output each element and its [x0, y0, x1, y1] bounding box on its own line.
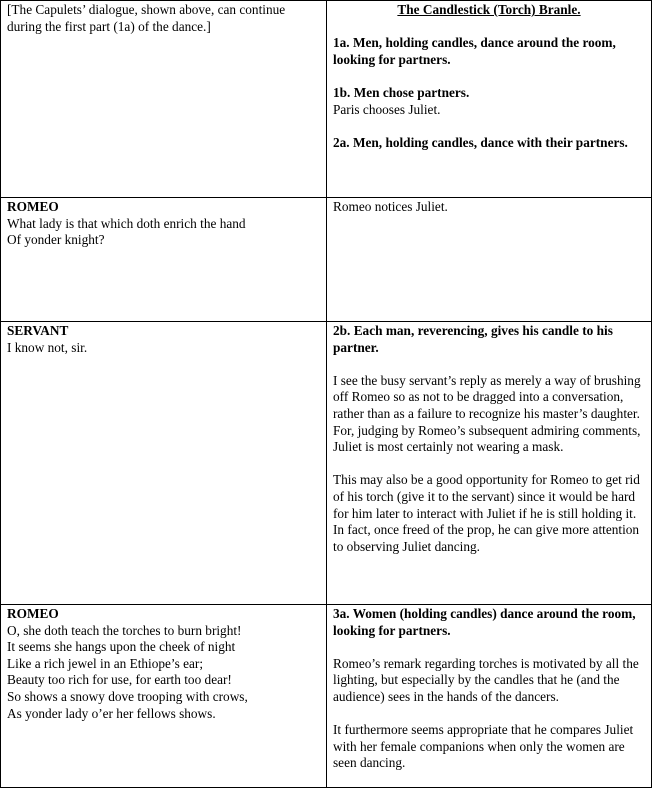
- dialogue-line: What lady is that which doth enrich the hand: [7, 215, 246, 231]
- step-1a: 1a. Men, holding candles, dance around the room, looking for partners.: [333, 35, 616, 67]
- commentary-cell: [327, 198, 652, 322]
- note-1b: Paris chooses Juliet.: [333, 101, 441, 117]
- commentary-cell: [327, 1, 652, 198]
- commentary-paragraph: It furthermore seems appropriate that he compares Juliet with her female companions when only the women are seen dancing.: [333, 722, 634, 771]
- table-row: [1, 322, 652, 605]
- dance-title: The Candlestick (Torch) Branle.: [397, 2, 581, 17]
- step-2b: 2b. Each man, reverencing, gives his candle to his partner.: [333, 323, 613, 355]
- dialogue-line: O, she doth teach the torches to burn bright!: [7, 622, 242, 638]
- speaker-name: ROMEO: [7, 199, 59, 214]
- dialogue-cell: [1, 605, 327, 788]
- dialogue-line: It seems she hangs upon the cheek of night: [7, 639, 236, 655]
- commentary-paragraph: I see the busy servant’s reply as merely a way of brushing off Romeo so as not to be dragged into a conversation, rather than as a failure to recognize his master’s daughter.: [333, 372, 641, 421]
- dialogue-cell: [1, 1, 327, 198]
- dialogue-cell: [1, 198, 327, 322]
- dialogue-cell: [1, 322, 327, 605]
- speaker-name: SERVANT: [7, 323, 69, 338]
- table-row: [1, 1, 652, 198]
- dialogue-line: As yonder lady o’er her fellows shows.: [7, 705, 216, 721]
- table-row: [1, 605, 652, 788]
- dialogue-line: Beauty too rich for use, for earth too dear!: [7, 672, 232, 688]
- stage-note: [The Capulets’ dialogue, shown above, can continue during the first part (1a) of the dance.]: [7, 2, 286, 34]
- dialogue-line: Of yonder knight?: [7, 232, 105, 248]
- commentary-paragraph: Romeo’s remark regarding torches is motivated by all the lighting, but especially by the candles that he (and the audience) sees in the hands of the dancers.: [333, 655, 639, 704]
- commentary-note: Romeo notices Juliet.: [333, 199, 448, 214]
- commentary-cell: [327, 322, 652, 605]
- dialogue-line: So shows a snowy dove trooping with crows,: [7, 688, 248, 704]
- step-2a: 2a. Men, holding candles, dance with their partners.: [333, 134, 628, 150]
- commentary-paragraph: For, judging by Romeo’s subsequent admiring comments, Juliet is most certainly not wearing a mask.: [333, 422, 641, 455]
- speaker-name: ROMEO: [7, 606, 59, 621]
- dialogue-line: Like a rich jewel in an Ethiope’s ear;: [7, 655, 204, 671]
- step-1b: 1b. Men chose partners.: [333, 84, 470, 100]
- step-3a: 3a. Women (holding candles) dance around the room, looking for partners.: [333, 606, 636, 638]
- dialogue-line: I know not, sir.: [7, 339, 88, 355]
- commentary-paragraph: This may also be a good opportunity for Romeo to get rid of his torch (give it to the servant) since it would be hard for him later to interact with Juliet if he is still holding it. In fact, once freed of the prop, he can give more attention to observing Juliet dancing.: [333, 472, 640, 554]
- table-row: [1, 198, 652, 322]
- commentary-cell: [327, 605, 652, 788]
